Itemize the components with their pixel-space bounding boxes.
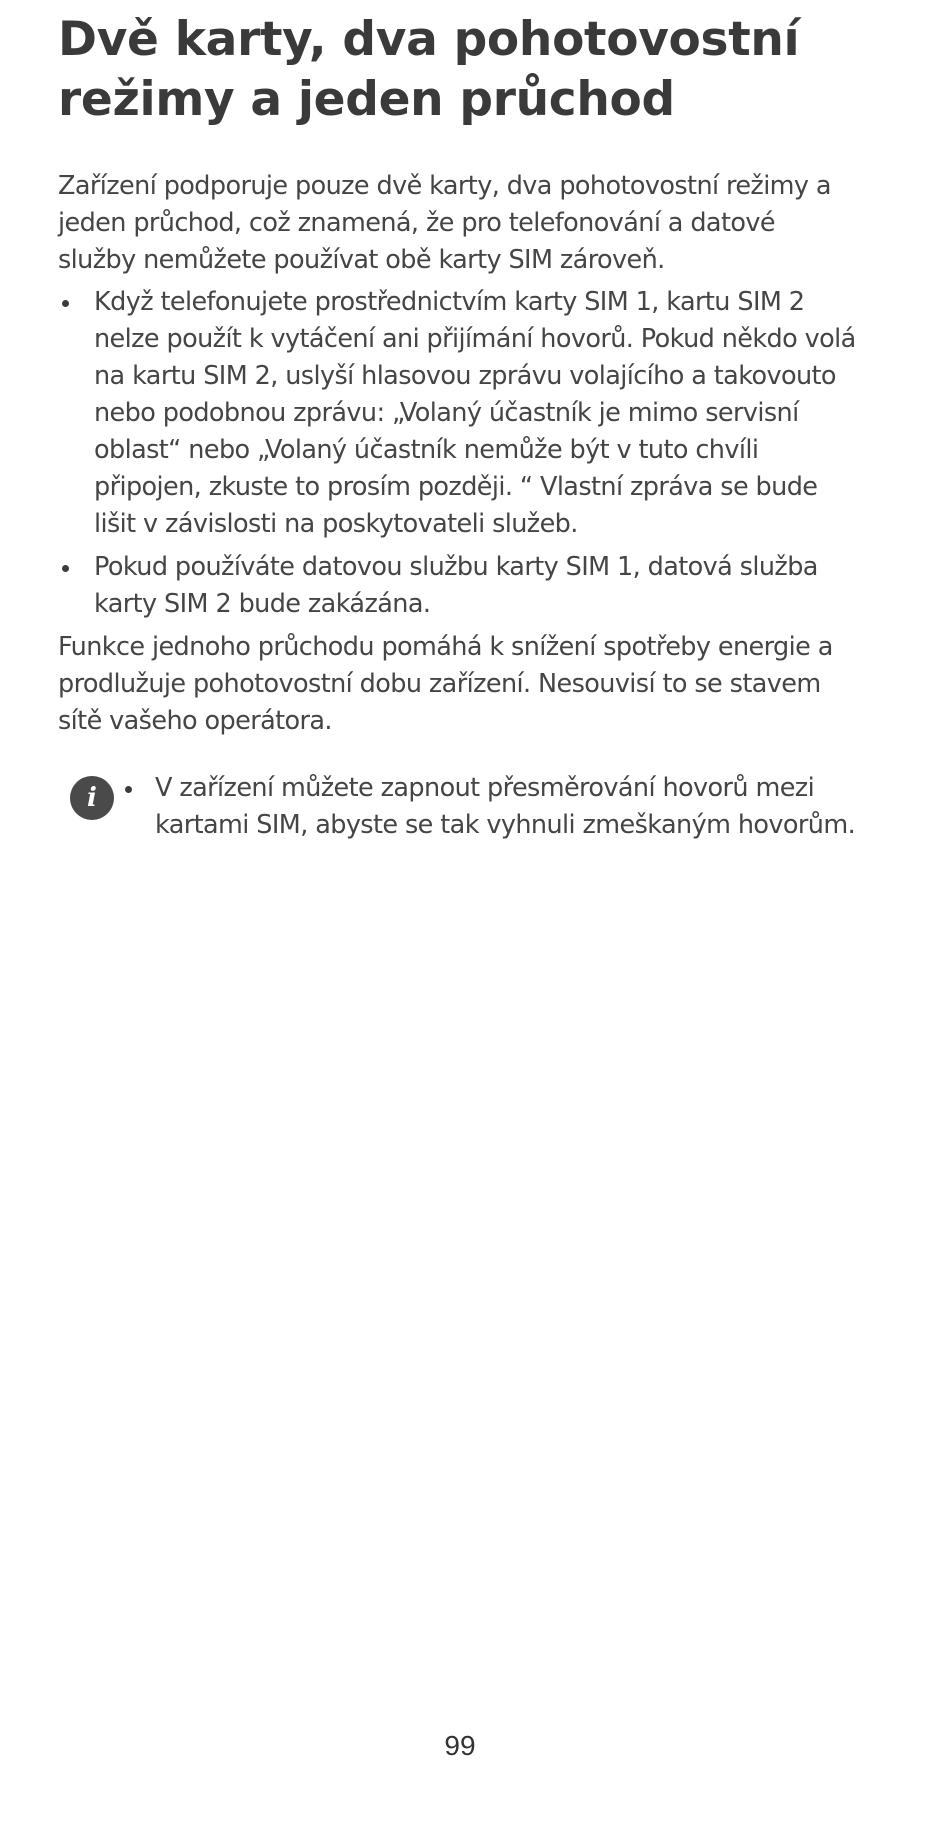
page-title-line-1: Dvě karty, dva pohotovostní xyxy=(58,12,800,67)
page-number: 99 xyxy=(444,1730,476,1761)
bullet-icon xyxy=(125,786,132,793)
document-page xyxy=(58,0,858,890)
info-icon: i xyxy=(70,776,114,820)
outro-paragraph: Funkce jednoho průchodu pomáhá k snížení spotřeby energie a prodlužuje pohotovostní dobu zařízení. Nesouvisí to se stavem sítě vašeho operátora. xyxy=(58,632,833,736)
note-list xyxy=(125,770,865,844)
page-title-line-2: režimy a jeden průchod xyxy=(58,72,675,127)
bullet-icon xyxy=(62,565,69,572)
page-title xyxy=(58,10,858,130)
bullet-icon xyxy=(62,300,69,307)
list-item xyxy=(58,549,858,623)
note-item xyxy=(125,770,865,844)
note-item-text: V zařízení můžete zapnout přesměrování hovorů mezi kartami SIM, abyste se tak vyhnuli zmeškaným hovorům. xyxy=(155,773,856,840)
list-item xyxy=(58,284,858,543)
note-box xyxy=(58,770,858,890)
bullet-list xyxy=(58,284,858,623)
list-item-text: Pokud používáte datovou službu karty SIM 1, datová služba karty SIM 2 bude zakázána. xyxy=(94,552,818,619)
list-item-text: Když telefonujete prostřednictvím karty SIM 1, kartu SIM 2 nelze použít k vytáčení ani přijímání hovorů. Pokud někdo volá na kartu SIM 2, uslyší hlasovou zprávu volajícího a takovouto nebo podobnou zprávu: „Volaný účastník je mimo servisní oblast“ nebo „Volaný účastník nemůže být v tuto chvíli připojen, zkuste to prosím později. “ Vlastní zpráva se bude lišit v závislosti na poskytovateli služeb. xyxy=(94,287,856,539)
intro-paragraph: Zařízení podporuje pouze dvě karty, dva pohotovostní režimy a jeden průchod, což znamená, že pro telefonování a datové služby nemůžete používat obě karty SIM zároveň. xyxy=(58,171,831,275)
